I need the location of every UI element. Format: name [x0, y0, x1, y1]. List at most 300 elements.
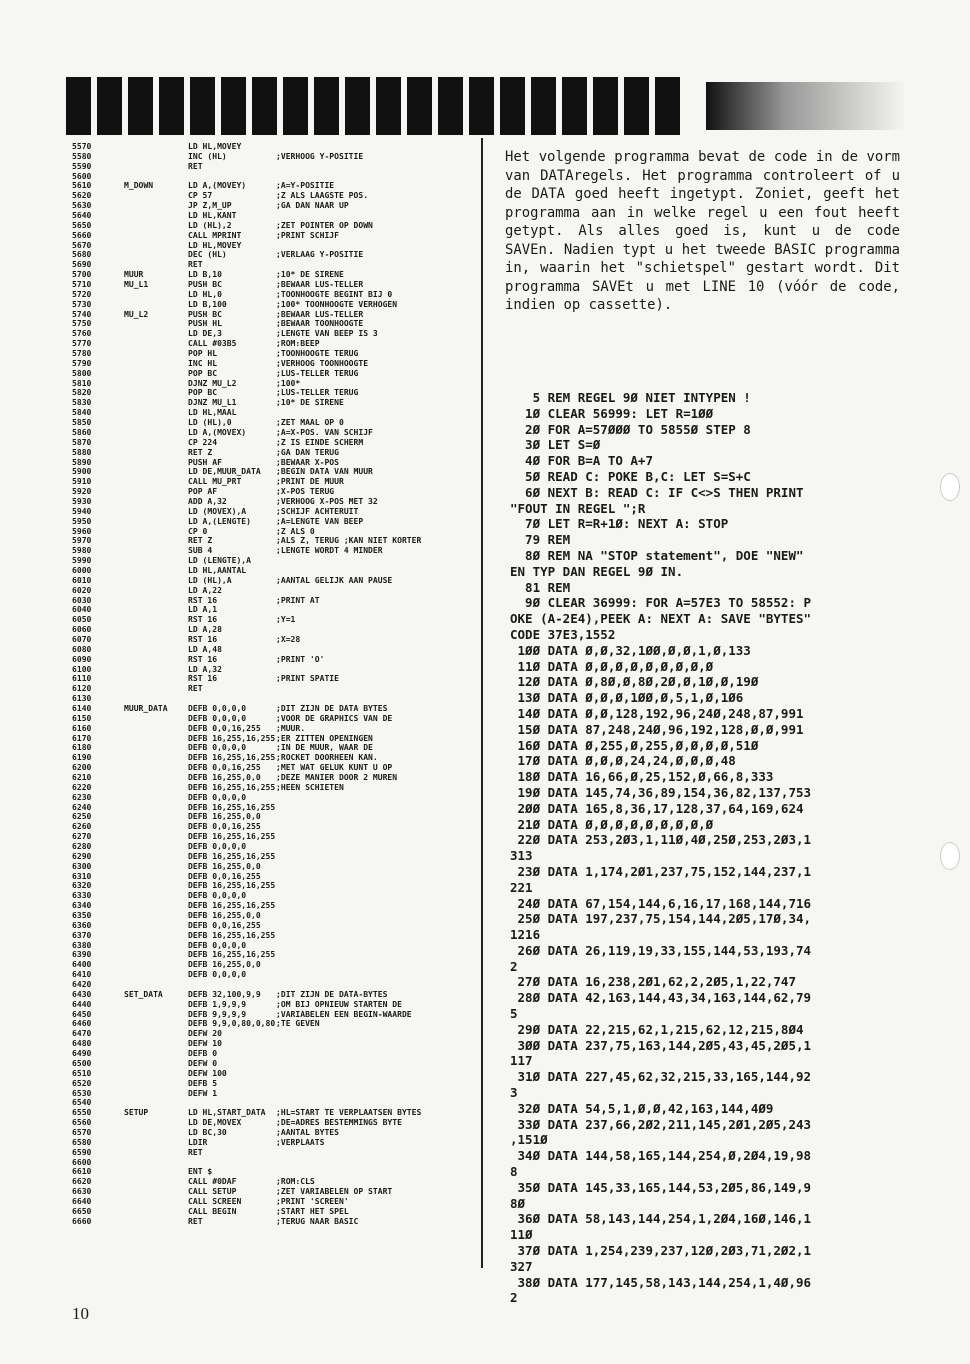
basic-line: 23Ø DATA 1,174,2Ø1,237,75,152,144,237,1 [510, 863, 812, 879]
asm-comment: ;X-POS TERUG [276, 487, 335, 497]
basic-line: 15Ø DATA 87,248,24Ø,96,192,128,Ø,Ø,991 [510, 721, 804, 737]
basic-line: 17Ø DATA Ø,Ø,Ø,24,24,Ø,Ø,Ø,48 [510, 753, 736, 769]
asm-comment: ;A=X-POS. VAN SCHIJF [276, 427, 373, 437]
asm-line [72, 191, 477, 201]
basic-line: 31Ø DATA 227,45,62,32,215,33,165,144,92 [510, 1069, 812, 1085]
basic-line: OKE (A-2E4),PEEK A: NEXT A: SAVE "BYTES" [510, 611, 812, 627]
asm-label [124, 803, 188, 813]
asm-comment [276, 970, 477, 980]
asm-line-number: 5840 [72, 408, 92, 418]
asm-line-number: 6340 [72, 901, 92, 911]
basic-line: 35Ø DATA 145,33,165,144,53,2Ø5,86,149,9 [510, 1179, 812, 1195]
asm-line [72, 822, 477, 832]
asm-comment: ;A=LENGTE VAN BEEP [276, 516, 364, 526]
asm-instruction: CALL BEGIN [188, 1206, 237, 1216]
asm-instruction: CALL #03B5 [188, 339, 237, 349]
asm-comment: ;IN DE MUUR, WAAR DE [276, 743, 373, 753]
basic-line: 8 [510, 1164, 518, 1180]
basic-line: 29Ø DATA 22,215,62,1,215,62,12,215,8Ø4 [510, 1021, 804, 1037]
asm-label [124, 349, 188, 359]
asm-label [124, 1000, 188, 1010]
asm-label [124, 300, 188, 310]
asm-line-number: 5620 [72, 191, 92, 201]
asm-instruction: LD HL,AANTAL [188, 565, 247, 575]
asm-comment [276, 586, 477, 596]
asm-label [124, 231, 188, 241]
asm-line [72, 812, 477, 822]
asm-label [124, 734, 188, 744]
asm-line-number: 6660 [72, 1216, 92, 1226]
asm-line [72, 329, 477, 339]
asm-label [124, 950, 188, 960]
asm-line-number: 6620 [72, 1177, 92, 1187]
asm-line [72, 319, 477, 329]
asm-label [124, 1089, 188, 1099]
basic-line: "FOUT IN REGEL ";R [510, 500, 646, 516]
asm-comment: ;MUUR. [276, 723, 306, 733]
basic-line: 1216 [510, 927, 541, 943]
asm-instruction: CALL SETUP [188, 1187, 237, 1197]
basic-line: 3 [510, 1085, 518, 1101]
asm-line-number: 6220 [72, 782, 92, 792]
header-block [624, 77, 649, 135]
asm-line-number: 6130 [72, 694, 92, 704]
asm-instruction: DEFB 0,0,16,255 [188, 763, 261, 773]
asm-label [124, 911, 188, 921]
asm-instruction: DEFB 0,0,0,0 [188, 970, 247, 980]
asm-line [72, 477, 477, 487]
asm-label [124, 793, 188, 803]
asm-instruction: DEFB 16,255,0,0 [188, 960, 261, 970]
asm-label [124, 152, 188, 162]
asm-line-number: 6550 [72, 1108, 92, 1118]
asm-comment: ;10* DE SIRENE [276, 398, 344, 408]
asm-line [72, 172, 477, 182]
asm-comment: ;BEWAAR LUS-TELLER [276, 309, 364, 319]
asm-comment: ;Z IS EINDE SCHERM [276, 437, 364, 447]
asm-label [124, 458, 188, 468]
asm-label [124, 1177, 188, 1187]
asm-instruction: LD A,32 [188, 664, 222, 674]
asm-line-number: 5670 [72, 240, 92, 250]
asm-label [124, 596, 188, 606]
asm-comment: ;10* DE SIRENE [276, 270, 344, 280]
asm-line-number: 5710 [72, 280, 92, 290]
asm-line-number: 6240 [72, 802, 92, 812]
asm-line-number: 5790 [72, 358, 92, 368]
asm-line [72, 1217, 477, 1227]
asm-instruction: RET [188, 260, 203, 270]
asm-label [124, 211, 188, 221]
asm-instruction: LD (HL),2 [188, 220, 232, 230]
header-block [407, 77, 432, 135]
asm-instruction: RET [188, 1216, 203, 1226]
asm-line-number: 5630 [72, 201, 92, 211]
asm-line-number: 6350 [72, 911, 92, 921]
asm-line [72, 250, 477, 260]
asm-comment: ;BEWAAR TOONHOOGTE [276, 319, 364, 329]
asm-line-number: 6400 [72, 960, 92, 970]
asm-line-number: 6510 [72, 1068, 92, 1078]
header-block [128, 77, 153, 135]
asm-line-number: 6380 [72, 940, 92, 950]
asm-line-number: 5750 [72, 319, 92, 329]
asm-label [124, 260, 188, 270]
asm-line-number: 6410 [72, 970, 92, 980]
asm-line [72, 467, 477, 477]
asm-line [72, 743, 477, 753]
asm-comment [276, 625, 477, 635]
header-block [283, 77, 308, 135]
asm-label [124, 241, 188, 251]
asm-instruction: DEFB 0 [188, 1049, 218, 1059]
asm-line [72, 408, 477, 418]
asm-line-number: 6570 [72, 1127, 92, 1137]
asm-instruction [188, 1158, 276, 1168]
asm-comment: ;DIT ZIJN DE DATA-BYTES [276, 989, 388, 999]
asm-line [72, 546, 477, 556]
asm-label [124, 398, 188, 408]
header-decoration [66, 77, 706, 135]
asm-line [72, 211, 477, 221]
asm-line-number: 6650 [72, 1206, 92, 1216]
asm-line-number: 6120 [72, 684, 92, 694]
asm-line-number: 6470 [72, 1029, 92, 1039]
asm-instruction: LD HL,START_DATA [188, 1108, 266, 1118]
asm-instruction: LD HL,KANT [188, 211, 237, 221]
asm-label: MUUR [124, 270, 144, 280]
asm-line [72, 1177, 477, 1187]
asm-line [72, 655, 477, 665]
asm-label: MUUR_DATA [124, 703, 168, 713]
asm-instruction: LD BC,30 [188, 1127, 227, 1137]
asm-label [124, 655, 188, 665]
asm-comment [276, 960, 477, 970]
asm-line [72, 891, 477, 901]
asm-label [124, 379, 188, 389]
asm-comment: ;DE=ADRES BESTEMMINGS BYTE [276, 1118, 402, 1128]
asm-label [124, 250, 188, 260]
asm-line-number: 6210 [72, 773, 92, 782]
asm-label [124, 448, 188, 458]
asm-instruction: DJNZ MU_L1 [188, 398, 237, 408]
basic-line: 9Ø CLEAR 36999: FOR A=57E3 TO 58552: P [510, 595, 812, 611]
asm-label [124, 1059, 188, 1069]
asm-label [124, 1167, 188, 1177]
asm-comment [276, 803, 477, 813]
asm-line [72, 773, 477, 783]
asm-line-number: 6050 [72, 615, 92, 625]
asm-line-number: 6230 [72, 792, 92, 802]
asm-label [124, 1128, 188, 1138]
asm-comment [276, 684, 477, 694]
asm-instruction: DEFB 16,255,16,255 [188, 881, 276, 891]
asm-line [72, 448, 477, 458]
asm-line [72, 428, 477, 438]
asm-line-number: 5910 [72, 477, 92, 487]
asm-line-number: 6580 [72, 1137, 92, 1147]
asm-line-number: 6270 [72, 832, 92, 842]
asm-label [124, 142, 188, 152]
asm-comment [276, 1098, 477, 1108]
asm-line-number: 6280 [72, 842, 92, 852]
asm-label [124, 1098, 188, 1108]
asm-comment [276, 1167, 477, 1177]
asm-instruction: DEFB 0,0,0,0 [188, 743, 247, 753]
basic-line: 34Ø DATA 144,58,165,144,254,Ø,2Ø4,19,98 [510, 1148, 812, 1164]
asm-instruction: DEFB 16,255,16,255 [188, 832, 276, 842]
asm-instruction: DEFB 0,0,16,255 [188, 822, 261, 832]
basic-listing [510, 390, 900, 1306]
asm-label [124, 1118, 188, 1128]
asm-line [72, 1029, 477, 1039]
asm-label [124, 1019, 188, 1029]
asm-instruction: DEFB 16,255,0,0 [188, 861, 261, 871]
asm-label [124, 191, 188, 201]
asm-comment: ;OM BIJ OPNIEUW STARTEN DE [276, 999, 402, 1009]
basic-line: 6Ø NEXT B: READ C: IF C<>S THEN PRINT [510, 484, 804, 500]
asm-instruction: INC HL [188, 358, 218, 368]
header-block [345, 77, 370, 135]
basic-line: 16Ø DATA Ø,255,Ø,255,Ø,Ø,Ø,Ø,51Ø [510, 737, 759, 753]
asm-comment [276, 1069, 477, 1079]
asm-label [124, 832, 188, 842]
asm-line [72, 615, 477, 625]
asm-instruction: ENT $ [188, 1167, 213, 1177]
asm-line [72, 517, 477, 527]
asm-comment: ;VARIABELEN EEN BEGIN-WAARDE [276, 1009, 412, 1019]
asm-line-number: 6600 [72, 1157, 92, 1167]
basic-line: 11Ø [510, 1227, 533, 1243]
asm-instruction: DEFW 0 [188, 1058, 218, 1068]
asm-line-number: 5700 [72, 270, 92, 280]
asm-line [72, 921, 477, 931]
asm-comment [276, 1049, 477, 1059]
asm-line [72, 931, 477, 941]
asm-line [72, 388, 477, 398]
asm-label [124, 694, 188, 704]
asm-line-number: 6040 [72, 605, 92, 615]
asm-line-number: 6030 [72, 595, 92, 605]
asm-line [72, 1207, 477, 1217]
asm-label [124, 507, 188, 517]
asm-line [72, 349, 477, 359]
column-divider [481, 138, 483, 1268]
header-block [97, 77, 122, 135]
asm-line-number: 5780 [72, 349, 92, 359]
asm-comment [276, 162, 477, 172]
basic-line: 25Ø DATA 197,237,75,154,144,2Ø5,17Ø,34, [510, 911, 812, 927]
asm-comment: ;100* [276, 378, 301, 388]
asm-instruction: DEFB 0,0,16,255 [188, 723, 261, 733]
asm-line-number: 6100 [72, 664, 92, 674]
asm-line [72, 941, 477, 951]
asm-line [72, 911, 477, 921]
asm-comment [276, 921, 477, 931]
asm-instruction: LD A,(MOVEX) [188, 427, 247, 437]
basic-line: 21Ø DATA Ø,Ø,Ø,Ø,Ø,Ø,Ø,Ø,Ø [510, 816, 714, 832]
asm-line [72, 832, 477, 842]
asm-instruction: RST 16 [188, 595, 218, 605]
asm-line [72, 674, 477, 684]
asm-instruction [188, 694, 276, 704]
asm-line-number: 5900 [72, 467, 92, 477]
asm-line-number: 5680 [72, 250, 92, 260]
asm-instruction: PUSH BC [188, 280, 222, 290]
asm-label [124, 1138, 188, 1148]
basic-line: 12Ø DATA Ø,8Ø,Ø,8Ø,2Ø,Ø,1Ø,Ø,19Ø [510, 674, 759, 690]
asm-line-number: 6250 [72, 812, 92, 822]
asm-instruction: LD (HL),A [188, 575, 232, 585]
asm-label [124, 763, 188, 773]
asm-instruction: RST 16 [188, 634, 218, 644]
asm-instruction: DEFB 0,0,0,0 [188, 713, 247, 723]
asm-comment: ;TERUG NAAR BASIC [276, 1216, 359, 1226]
asm-line [72, 438, 477, 448]
basic-line: 221 [510, 879, 533, 895]
asm-comment: ;100* TOONHOOGTE VERHOGEN [276, 299, 398, 309]
asm-instruction: DEFB 32,100,9,9 [188, 989, 261, 999]
asm-instruction: DEFB 16,255,16,255 [188, 930, 276, 940]
basic-line: 19Ø DATA 145,74,36,89,154,36,82,137,753 [510, 784, 812, 800]
asm-comment: ;PRINT AT [276, 595, 320, 605]
asm-comment [276, 931, 477, 941]
asm-label: MU_L1 [124, 280, 149, 290]
asm-instruction: DEFB 16,255,16,255 [188, 901, 276, 911]
asm-line-number: 5690 [72, 260, 92, 270]
asm-line-number: 6360 [72, 920, 92, 930]
asm-label [124, 487, 188, 497]
header-block [190, 77, 215, 135]
asm-comment: ;TE GEVEN [276, 1019, 320, 1029]
asm-label [124, 842, 188, 852]
asm-comment [276, 172, 477, 182]
asm-instruction: LD DE,MOVEX [188, 1118, 242, 1128]
asm-comment [276, 694, 477, 704]
asm-line [72, 1158, 477, 1168]
asm-comment [276, 605, 477, 615]
asm-label [124, 941, 188, 951]
asm-label: MU_L2 [124, 309, 149, 319]
asm-instruction: DEFB 16,255,0,0 [188, 911, 261, 921]
asm-label [124, 724, 188, 734]
asm-line [72, 852, 477, 862]
asm-line [72, 704, 477, 714]
asm-line-number: 6520 [72, 1078, 92, 1088]
asm-comment [276, 1148, 477, 1158]
asm-comment [276, 891, 477, 901]
asm-line [72, 290, 477, 300]
asm-line [72, 862, 477, 872]
asm-instruction: CALL MU_PRT [188, 477, 242, 487]
basic-line: 7Ø LET R=R+1Ø: NEXT A: STOP [510, 516, 729, 532]
asm-line-number: 6140 [72, 703, 92, 713]
asm-label [124, 517, 188, 527]
asm-instruction: DEFB 0,0,16,255 [188, 871, 261, 881]
asm-comment: ;ER ZITTEN OPENINGEN [276, 733, 373, 743]
asm-instruction [188, 980, 276, 990]
asm-comment: ;HEEN SCHIETEN [276, 782, 344, 792]
asm-line [72, 162, 477, 172]
asm-instruction: LD A,(LENGTE) [188, 516, 251, 526]
asm-line [72, 152, 477, 162]
asm-line [72, 734, 477, 744]
asm-comment [276, 950, 477, 960]
asm-comment: ;HL=START TE VERPLAATSEN BYTES [276, 1108, 422, 1118]
asm-comment: ;A=Y-POSITIE [276, 181, 335, 191]
asm-line [72, 359, 477, 369]
asm-line-number: 5660 [72, 230, 92, 240]
asm-line [72, 694, 477, 704]
asm-instruction: DEFB 0,0,0,0 [188, 891, 247, 901]
asm-line [72, 310, 477, 320]
asm-line-number: 6320 [72, 881, 92, 891]
asm-instruction: LD HL,MOVEY [188, 240, 242, 250]
asm-label: SET_DATA [124, 989, 163, 999]
asm-line-number: 5590 [72, 161, 92, 171]
asm-line [72, 556, 477, 566]
basic-line: 18Ø DATA 16,66,Ø,25,152,Ø,66,8,333 [510, 769, 774, 785]
asm-line-number: 6610 [72, 1167, 92, 1177]
asm-instruction: RST 16 [188, 674, 218, 684]
asm-instruction: POP AF [188, 487, 218, 497]
asm-line-number: 5760 [72, 329, 92, 339]
asm-line [72, 586, 477, 596]
asm-comment [276, 241, 477, 251]
header-block [159, 77, 184, 135]
punch-hole-bottom [940, 842, 960, 870]
asm-label [124, 812, 188, 822]
basic-line: 27Ø DATA 16,238,2Ø1,62,2,2Ø5,1,22,747 [510, 974, 796, 990]
asm-line-number: 5990 [72, 556, 92, 566]
asm-comment [276, 812, 477, 822]
asm-comment: ;AANTAL BYTES [276, 1127, 339, 1137]
asm-comment [276, 872, 477, 882]
asm-instruction: DEFB 9,9,0,80,0,80 [188, 1019, 276, 1029]
asm-line [72, 1167, 477, 1177]
asm-line [72, 803, 477, 813]
asm-comment [276, 793, 477, 803]
asm-line [72, 1118, 477, 1128]
asm-line [72, 418, 477, 428]
asm-line [72, 379, 477, 389]
asm-label [124, 586, 188, 596]
asm-comment: ;X=28 [276, 634, 301, 644]
basic-line: 117 [510, 1053, 533, 1069]
asm-line-number: 6290 [72, 851, 92, 861]
asm-line [72, 507, 477, 517]
asm-comment: ;Z ALS 0 [276, 526, 315, 536]
asm-line-number: 6560 [72, 1118, 92, 1128]
asm-comment [276, 1089, 477, 1099]
asm-instruction: CP 0 [188, 526, 208, 536]
asm-comment: ;VERHOOG TOONHOOGTE [276, 358, 369, 368]
asm-instruction: RET [188, 684, 203, 694]
basic-line: 79 REM [510, 532, 571, 548]
asm-line [72, 763, 477, 773]
basic-line: 5 [510, 1006, 518, 1022]
asm-label [124, 773, 188, 783]
asm-comment: ;VERPLAATS [276, 1137, 325, 1147]
asm-label [124, 970, 188, 980]
asm-line [72, 270, 477, 280]
asm-instruction: ADD A,32 [188, 496, 227, 506]
asm-line-number: 5820 [72, 388, 92, 398]
asm-comment: ;AANTAL GELIJK AAN PAUSE [276, 575, 393, 585]
asm-comment: ;PRINT 'SCREEN' [276, 1196, 349, 1206]
asm-line-number: 6630 [72, 1187, 92, 1197]
asm-label [124, 1187, 188, 1197]
